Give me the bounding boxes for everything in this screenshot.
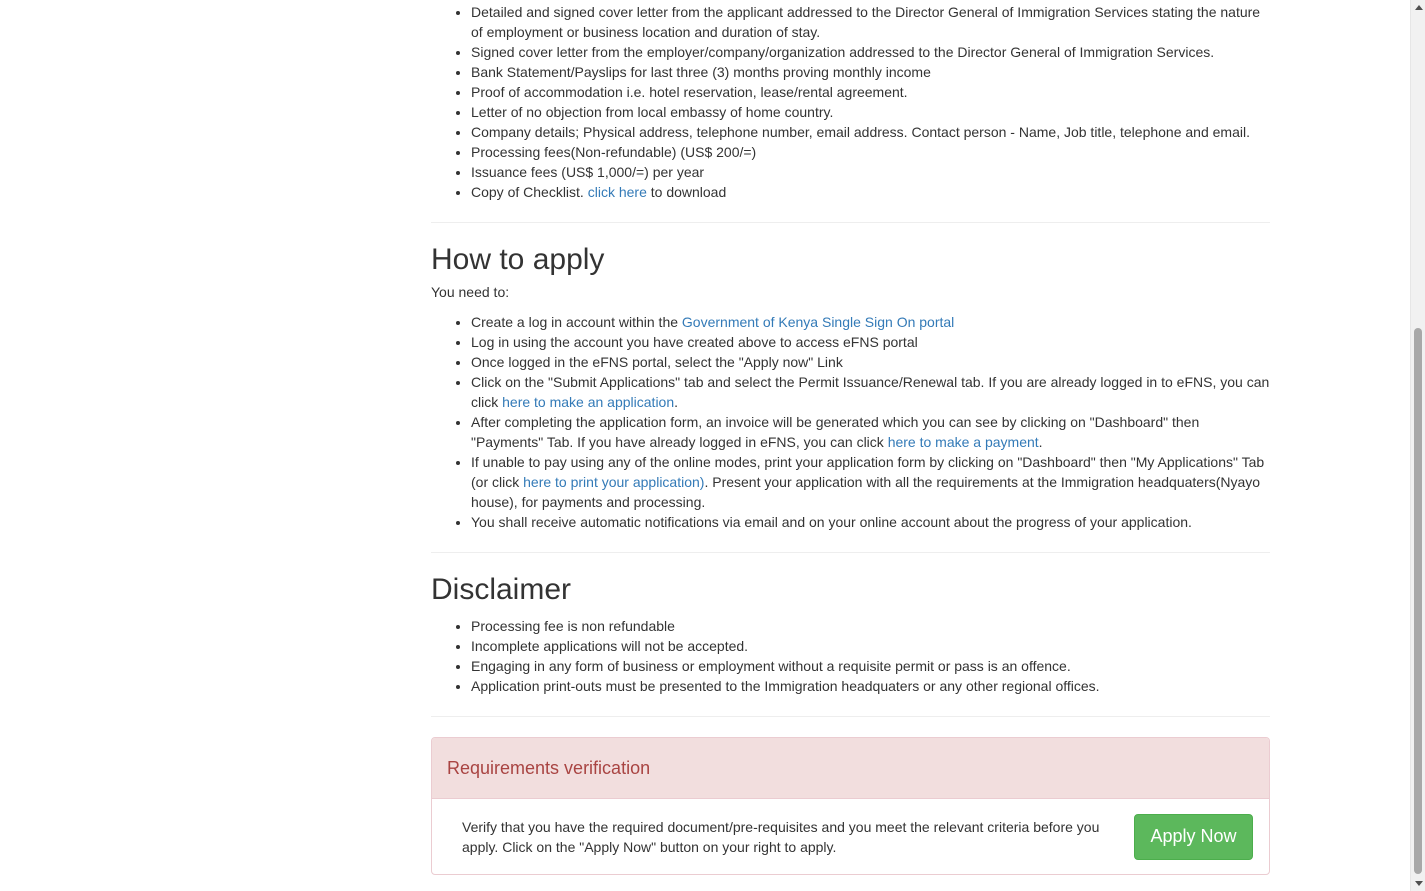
vertical-scrollbar[interactable] [1410, 0, 1425, 891]
how-to-apply-heading: How to apply [431, 243, 605, 276]
list-item: • Incomplete applications will not be accepted. [471, 636, 1270, 656]
list-item-text: . [674, 394, 679, 410]
list-item: • Log in using the account you have created above to access eFNS portal [471, 332, 1270, 352]
list-item: • Issuance fees (US$ 1,000/=) per year [471, 162, 1270, 182]
list-item [471, 182, 1270, 202]
panel-body [432, 799, 1269, 874]
panel-heading: Requirements verification [432, 738, 1269, 799]
list-item-text: After completing the application form, an invoice will be generated which you can see by clicking on "Dashboard" then "Payments" Tab. If you have already logged in eFNS, you can click [471, 414, 1200, 450]
list-item-text: Click on the "Submit Applications" tab and select the Permit Issuance/Renewal tab. If you are already logged in to eFNS, you can click [471, 374, 1270, 410]
scrollbar-thumb[interactable] [1414, 328, 1422, 874]
list-item: • Processing fee is non refundable [471, 616, 1270, 636]
list-item-text: . Present your application with all the requirements at the Immigration headquaters(Nyayo house), for payments and processing. [471, 474, 1261, 510]
list-item: • Application print-outs must be presented to the Immigration headquaters or any other regional offices. [471, 676, 1270, 696]
disclaimer-list [431, 616, 1270, 696]
list-item-text: Create a log in account within the [471, 314, 682, 330]
list-item: • Engaging in any form of business or employment without a requisite permit or pass is an offence. [471, 656, 1270, 676]
main-content [431, 0, 1270, 875]
list-item [471, 372, 1270, 412]
list-item [471, 412, 1270, 452]
divider [431, 222, 1270, 223]
list-item: • You shall receive automatic notifications via email and on your online account about the progress of your application. [471, 512, 1270, 532]
verification-text: Verify that you have the required document/pre-requisites and you meet the relevant criteria before you apply. Click on the "Apply Now" button on your right to apply. [462, 818, 1100, 855]
divider [431, 716, 1270, 717]
list-item: • Signed cover letter from the employer/company/organization addressed to the Director General of Immigration Services. [471, 42, 1270, 62]
scroll-down-arrow-icon[interactable] [1411, 876, 1425, 891]
list-item: • Detailed and signed cover letter from the applicant addressed to the Director General of Immigration Services stating the nature of employment or business location and duration of stay. [471, 2, 1270, 42]
list-item: • Once logged in the eFNS portal, select the "Apply now" Link [471, 352, 1270, 372]
checklist-download-link[interactable]: click here [587, 184, 647, 200]
list-item-text: . [1038, 434, 1043, 450]
list-item: • Bank Statement/Payslips for last three (3) months proving monthly income [471, 62, 1270, 82]
list-item: • Letter of no objection from local embassy of home country. [471, 102, 1270, 122]
list-item-text: Copy of Checklist. [471, 184, 588, 200]
apply-now-button[interactable]: Apply Now [1134, 814, 1253, 860]
requirements-list [431, 2, 1270, 202]
list-item [471, 452, 1270, 512]
list-item [471, 312, 1270, 332]
make-payment-link[interactable]: here to make a payment [887, 434, 1039, 450]
disclaimer-heading: Disclaimer [431, 573, 572, 606]
scroll-up-arrow-icon[interactable] [1411, 0, 1425, 15]
make-application-link[interactable]: here to make an application [502, 394, 675, 410]
list-item-text: If unable to pay using any of the online modes, print your application form by clicking on "Dashboard" then "My Applications" Tab (or click [471, 454, 1265, 490]
list-item-text: to download [646, 184, 727, 200]
list-item: • Company details; Physical address, telephone number, email address. Contact person - Name, Job title, telephone and email. [471, 122, 1270, 142]
requirements-verification-panel [431, 737, 1270, 875]
sso-portal-link[interactable]: Government of Kenya Single Sign On portal [681, 314, 955, 330]
list-item: • Proof of accommodation i.e. hotel reservation, lease/rental agreement. [471, 82, 1270, 102]
list-item: • Processing fees(Non-refundable) (US$ 200/=) [471, 142, 1270, 162]
divider [431, 552, 1270, 553]
how-to-apply-intro: You need to: [431, 284, 510, 300]
print-application-link[interactable]: here to print your application) [523, 474, 705, 490]
how-to-apply-list [431, 312, 1270, 532]
